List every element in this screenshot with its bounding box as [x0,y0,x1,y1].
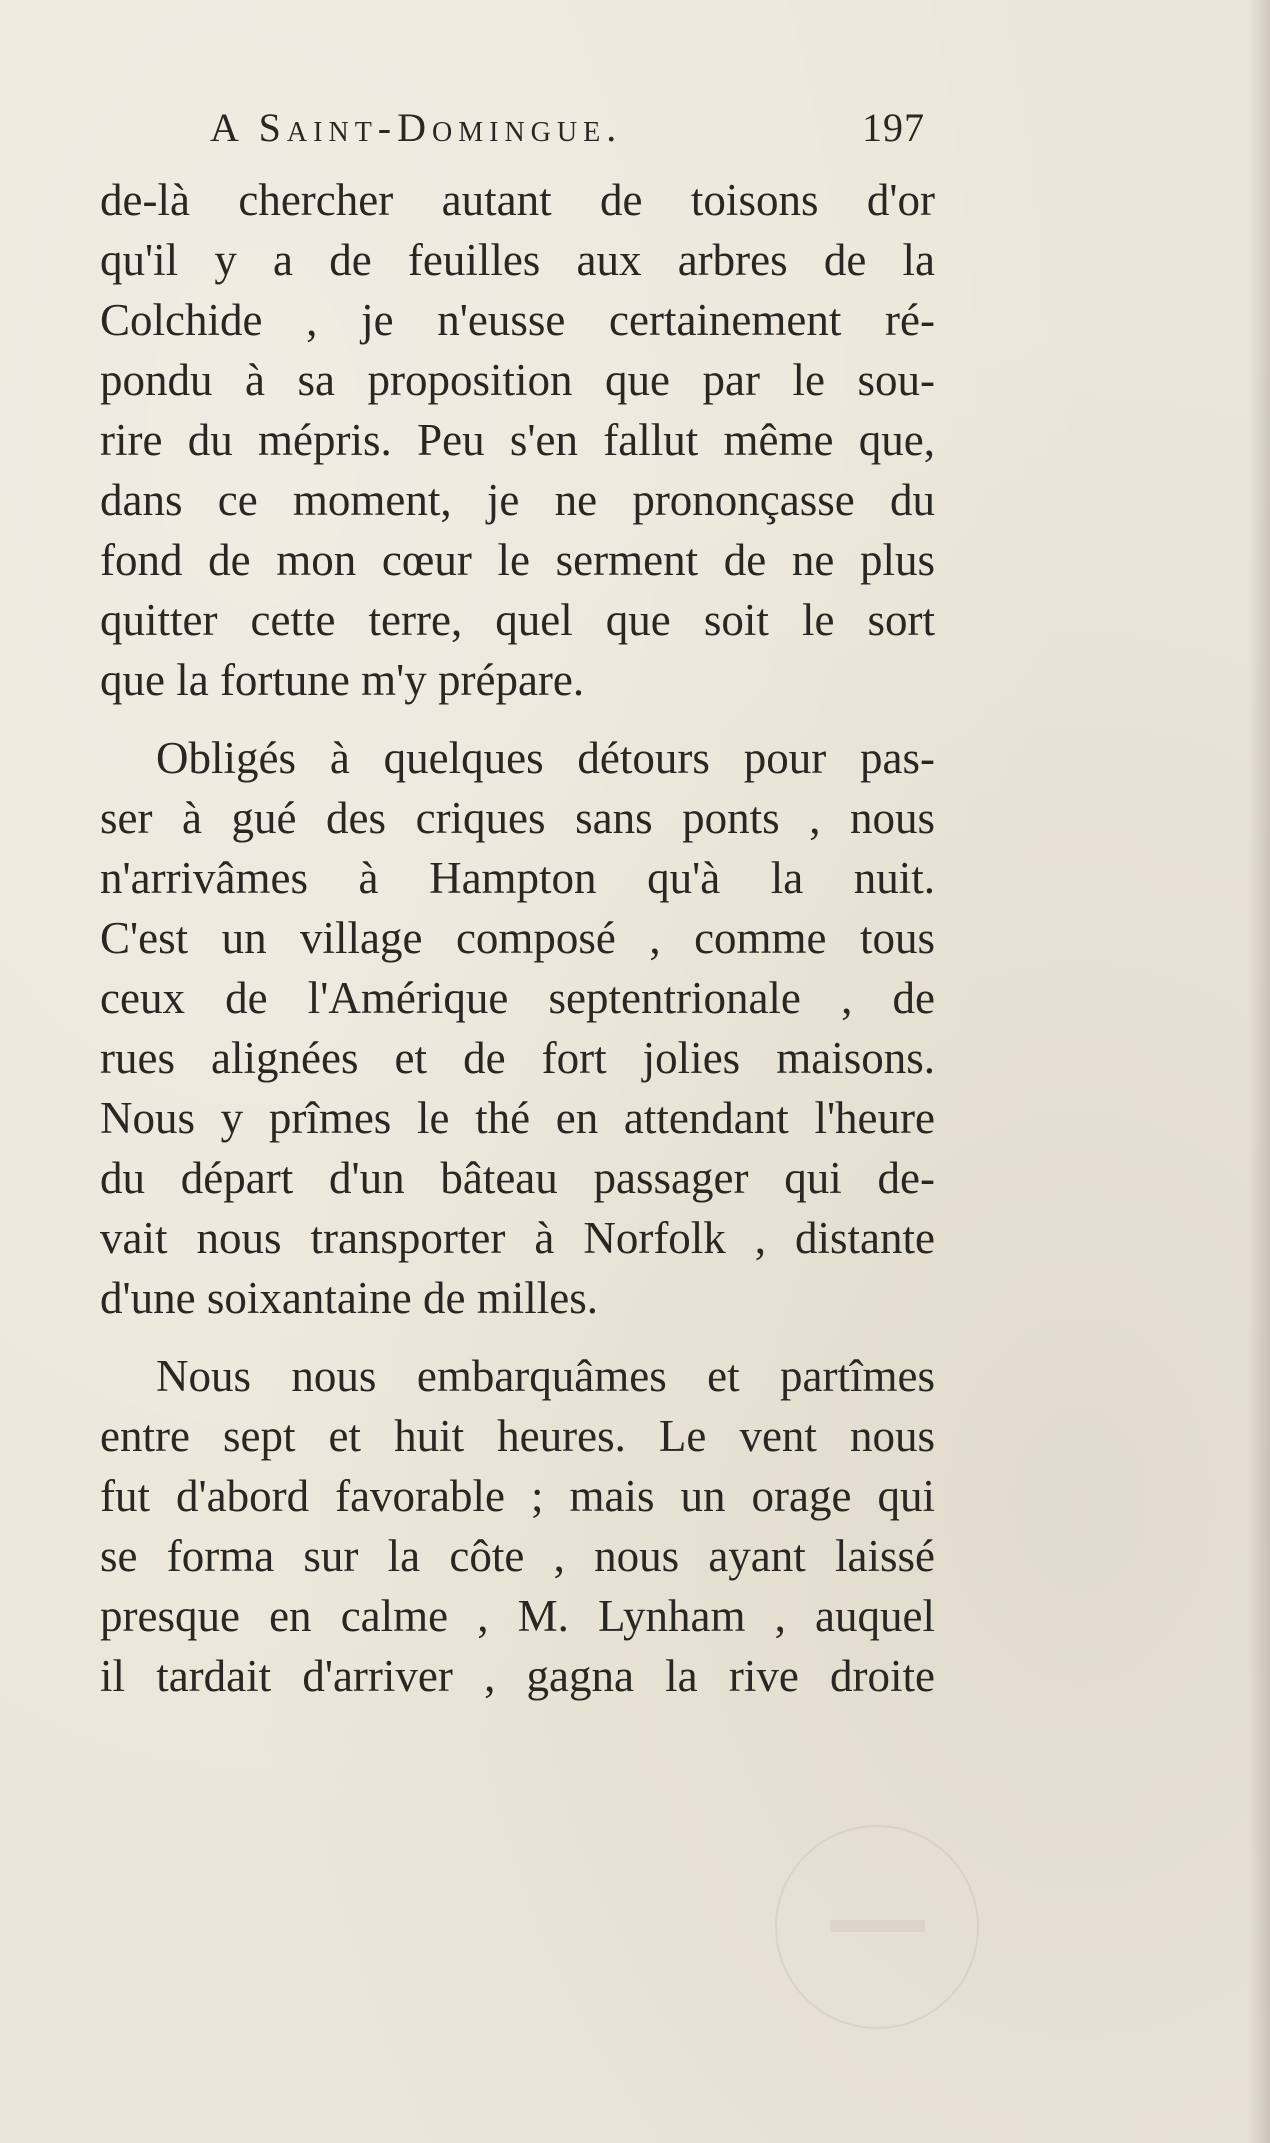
text-line: Obligés à quelques détours pour pas- [156,733,935,783]
text-line: du départ d'un bâteau passager qui de- [100,1153,935,1203]
text-line: ceux de l'Amérique septentrionale , de [100,973,935,1023]
running-title: A Saint-Domingue. [210,105,623,150]
text-line: de-là chercher autant de toisons d'or [100,175,935,225]
text-line: rire du mépris. Peu s'en fallut même que, [100,415,935,465]
text-line: se forma sur la côte , nous ayant laissé [100,1531,935,1581]
text-line: Nous nous embarquâmes et partîmes [156,1351,935,1401]
text-line: C'est un village composé , comme tous [100,913,935,963]
running-head [210,104,925,156]
paragraph-gap [100,1328,935,1346]
text-line: qu'il y a de feuilles aux arbres de la [100,235,935,285]
text-line: Colchide , je n'eusse certainement ré- [100,295,935,345]
text-line: presque en calme , M. Lynham , auquel [100,1591,935,1641]
text-line: quitter cette terre, quel que soit le sort [100,595,935,645]
text-line: vait nous transporter à Norfolk , distante [100,1213,935,1263]
text-line: ser à gué des criques sans ponts , nous [100,793,935,843]
text-line: rues alignées et de fort jolies maisons. [100,1033,935,1083]
text-line: que la fortune m'y prépare. [100,655,585,705]
text-line: fond de mon cœur le serment de ne plus [100,535,935,585]
text-line: il tardait d'arriver , gagna la rive droite [100,1651,935,1701]
paragraph-gap [100,710,935,728]
faint-stamp-bar [830,1920,925,1932]
page-edge-shadow [1248,0,1270,2143]
text-line: Nous y prîmes le thé en attendant l'heure [100,1093,935,1143]
body-text [100,170,935,1706]
text-line: pondu à sa proposition que par le sou- [100,355,935,405]
text-line: entre sept et huit heures. Le vent nous [100,1411,935,1461]
text-line: d'une soixantaine de milles. [100,1273,598,1323]
text-line: dans ce moment, je ne prononçasse du [100,475,935,525]
text-line: n'arrivâmes à Hampton qu'à la nuit. [100,853,935,903]
page-number: 197 [862,105,925,150]
text-line: fut d'abord favorable ; mais un orage qui [100,1471,935,1521]
